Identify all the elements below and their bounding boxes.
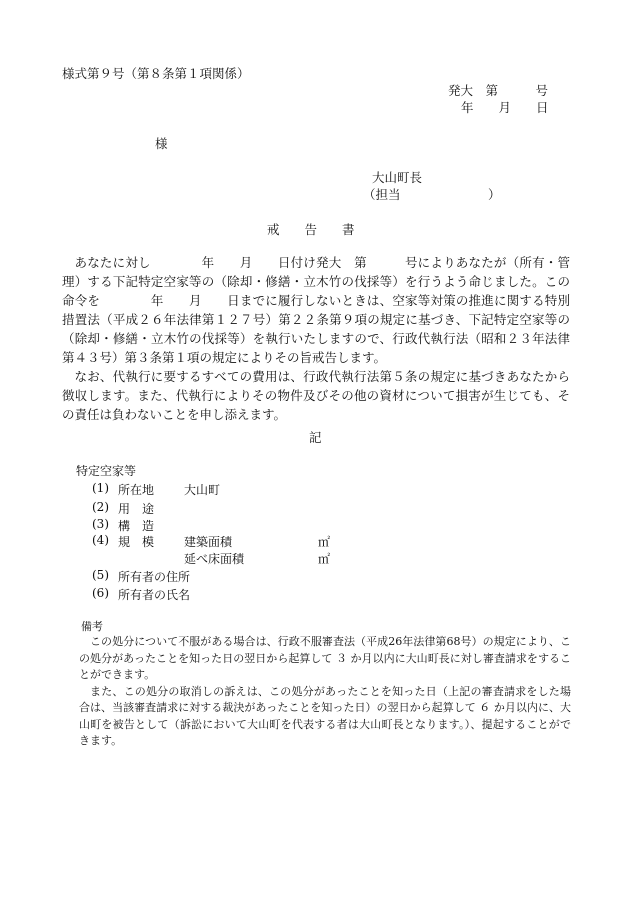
item-label: 構 造 [118, 519, 155, 533]
item-value: 大山町 [184, 483, 221, 497]
property-heading: 特定空家等 [76, 464, 137, 478]
item-label: 所有者の氏名 [118, 588, 191, 602]
sender-title: 大山町長 [372, 170, 423, 185]
item-label: 所在地 [118, 483, 155, 497]
item-label: 用 途 [118, 502, 155, 516]
notes-text [79, 634, 571, 750]
addressee-honorific: 様 [155, 136, 168, 151]
item-number: (6) [92, 586, 109, 600]
sender-contact: （担当 ） [363, 187, 501, 202]
issue-date: 年 月 日 [461, 100, 549, 115]
item-number: (2) [92, 500, 109, 514]
notes-paragraph-2: また、この処分の取消しの訴えは、この処分があったことを知った日（上記の審査請求をした場合は、当該審査請求に対する裁決があったことを知った日）の翌日から起算して ６ か月以内に、大山町を被告として（訴訟において大山町を代表する者は大山町長となります。）、提起することができます。 [79, 684, 571, 747]
item-number: (3) [92, 517, 109, 531]
item-number: (5) [92, 568, 109, 582]
notes-paragraph-1: この処分について不服がある場合は、行政不服審査法（平成26年法律第68号）の規定により、この処分があったことを知った日の翌日から起算して ３ か月以内に大山町長に対し審査請求をすることができます。 [79, 635, 571, 681]
body-text [62, 253, 570, 424]
area-unit: ㎡ [318, 552, 331, 566]
item-label: 所有者の住所 [118, 570, 191, 584]
item-label: 規 模 [118, 535, 155, 549]
body-paragraph-1: あなたに対し 年 月 日付け発大 第 号によりあなたが（所有・管理）する下記特定空家等の（除却・修繕・立木竹の伐採等）を行うよう命じました。この命令を 年 月 日までに履行しないときは、空家等対策の推進に関する特別措置法（平成２６年法律第１２７号）第２２条第９項の規定に基づき、下記特定空家等の（除却・修繕・立木竹の伐採等）を執行いたしますので、行政代執行法（昭和２３年法律第４３号）第３条第１項の規定によりその旨戒告します。 [62, 255, 570, 365]
building-area-label: 建築面積 [184, 535, 233, 549]
area-unit: ㎡ [318, 535, 331, 549]
document-number: 発大 第 号 [448, 83, 549, 98]
floor-area-label: 延べ床面積 [184, 552, 245, 566]
item-number: (4) [92, 533, 109, 547]
ki-heading: 記 [309, 430, 322, 445]
body-paragraph-2: なお、代執行に要するすべての費用は、行政代執行法第５条の規定に基づきあなたから徴収します。また、代執行によりその物件及びその他の資材について損害が生じても、その責任は負わないことを申し添えます。 [62, 369, 570, 422]
form-label: 様式第９号（第８条第１項関係） [62, 66, 250, 81]
document-title: 戒 告 書 [267, 222, 355, 237]
notes-heading: 備考 [81, 620, 103, 633]
item-number: (1) [92, 481, 109, 495]
